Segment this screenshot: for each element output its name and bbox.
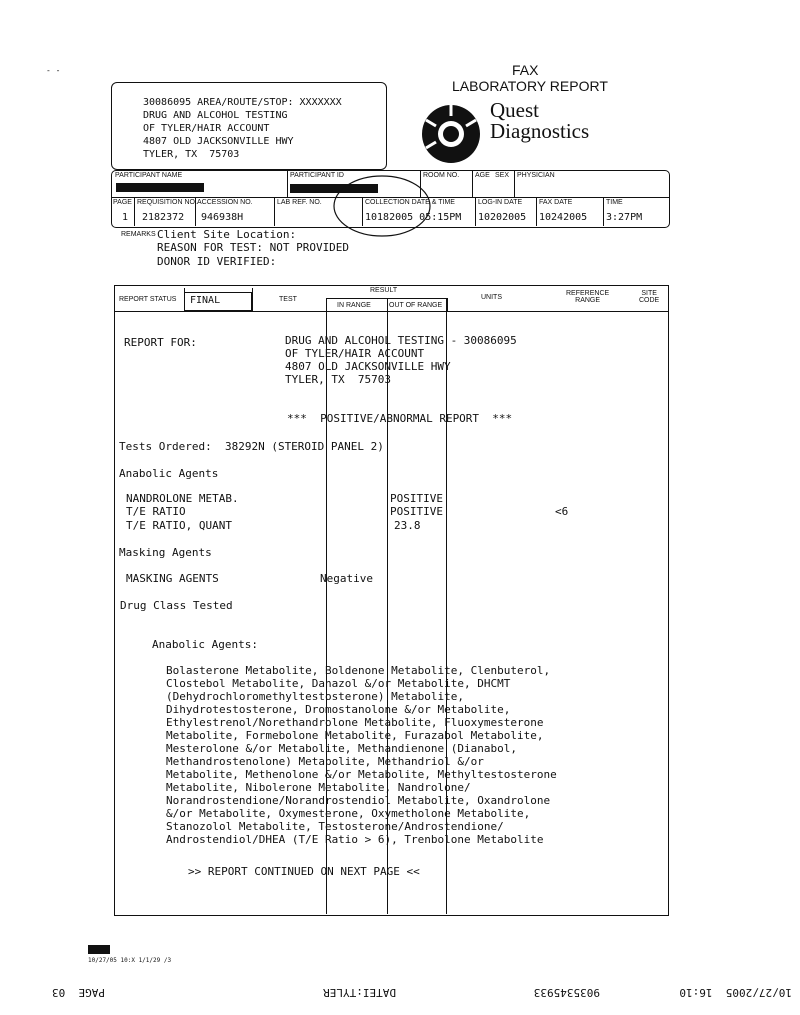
handdrawn-circle-icon	[330, 172, 435, 242]
drug-list-line: Metabolite, Nibolerone Metabolite, Nandrolone/	[166, 781, 471, 794]
drug-list-line: Clostebol Metabolite, Danazol &/or Metabolite, DHCMT	[166, 677, 511, 690]
drug-list-line: Androstendiol/DHEA (T/E Ratio > 6), Trenbolone Metabolite	[166, 833, 544, 846]
age-label: AGE	[475, 172, 490, 179]
drug-class-heading: Drug Class Tested	[120, 599, 233, 612]
top-mark: - -	[46, 66, 61, 75]
drug-list-line: Metabolite, Formebolone Metabolite, Furazabol Metabolite,	[166, 729, 544, 742]
requisition-value: 2182372	[142, 212, 185, 223]
page-label: PAGE	[113, 199, 132, 206]
masking-test: MASKING AGENTS	[126, 572, 219, 585]
time-label: TIME	[606, 199, 623, 206]
drug-list-line: Metabolite, Methenolone &/or Metabolite, Methyltestosterone	[166, 768, 557, 781]
result-header: RESULT	[370, 287, 398, 294]
remarks-label: REMARKS	[121, 231, 156, 238]
address-line-2: DRUG AND ALCOHOL TESTING	[143, 110, 288, 121]
drug-list-line: Norandrostendione/Norandrostendiol Metabolite, Oxandrolone	[166, 794, 551, 807]
drug-list-line: Dihydrotestosterone, Dromostanolone &/or Metabolite,	[166, 703, 511, 716]
redacted-name	[116, 183, 204, 192]
anabolic-subheading: Anabolic Agents:	[152, 638, 258, 651]
final-status: FINAL	[190, 295, 221, 306]
fax-date-label: FAX DATE	[539, 199, 573, 206]
result-out-2: POSITIVE	[390, 505, 443, 518]
tests-ordered: Tests Ordered: 38292N (STEROID PANEL 2)	[119, 440, 384, 453]
in-range-header: IN RANGE	[337, 302, 371, 309]
result-test-1: NANDROLONE METAB.	[126, 492, 239, 505]
fax-transmission-line	[0, 983, 800, 1001]
participant-name-label: PARTICIPANT NAME	[115, 172, 183, 179]
fax-line-phone: 9035345933	[533, 986, 600, 999]
masking-heading: Masking Agents	[119, 546, 212, 559]
login-value: 10202005	[478, 212, 527, 223]
remarks-line-3: DONOR ID VERIFIED:	[157, 255, 277, 268]
report-for-label: REPORT FOR:	[124, 336, 197, 349]
report-for-line-1: DRUG AND ALCOHOL TESTING - 30086095	[285, 334, 517, 347]
lab-ref-label: LAB REF. NO.	[277, 199, 322, 206]
remarks-line-2: REASON FOR TEST: NOT PROVIDED	[157, 241, 350, 254]
report-for-line-2: OF TYLER/HAIR ACCOUNT	[285, 347, 425, 360]
address-line-1: 30086095 AREA/ROUTE/STOP: XXXXXXX	[143, 97, 342, 108]
fax-date-value: 10242005	[539, 212, 588, 223]
room-label: ROOM NO.	[423, 172, 460, 179]
physician-label: PHYSICIAN	[517, 172, 555, 179]
requisition-label: REQUISITION NO.	[137, 199, 197, 206]
drug-list-line: Mesterolone &/or Metabolite, Methandienone (Dianabol,	[166, 742, 517, 755]
login-label: LOG-IN DATE	[478, 199, 523, 206]
result-out-3: 23.8	[394, 519, 421, 532]
drug-list-line: Methandrostenolone) Metabolite, Methandriol &/or	[166, 755, 484, 768]
site-code-header: SITE CODE	[639, 290, 660, 304]
continued-note: >> REPORT CONTINUED ON NEXT PAGE <<	[188, 865, 420, 878]
collection-value: 10182005 05:15PM	[365, 212, 462, 223]
participant-id-label: PARTICIPANT ID	[290, 172, 344, 179]
accession-label: ACCESSION NO.	[197, 199, 253, 206]
time-value: 3:27PM	[606, 212, 643, 223]
address-line-4: 4807 OLD JACKSONVILLE HWY	[143, 136, 294, 147]
anabolic-heading: Anabolic Agents	[119, 467, 219, 480]
result-out-1: POSITIVE	[390, 492, 443, 505]
report-for-line-4: TYLER, TX 75703	[285, 373, 391, 386]
accession-value: 946938H	[201, 212, 244, 223]
fax-line-page: PAGE 03	[52, 986, 105, 999]
address-line-3: OF TYLER/HAIR ACCOUNT	[143, 123, 270, 134]
brand-quest: Quest	[490, 98, 539, 122]
drug-list	[166, 664, 557, 846]
report-status-label: REPORT STATUS	[119, 296, 177, 303]
fax-line-sender: DATEI:TYLER	[323, 986, 396, 999]
masking-result: Negative	[320, 572, 373, 585]
positive-banner: *** POSITIVE/ABNORMAL REPORT ***	[287, 412, 513, 425]
drug-list-line: Stanozolol Metabolite, Testosterone/Androstendione/	[166, 820, 504, 833]
sex-label: SEX	[495, 172, 510, 179]
result-test-3: T/E RATIO, QUANT	[126, 519, 232, 532]
reference-range-header: REFERENCE RANGE	[566, 290, 610, 304]
drug-list-line: (Dehydrochloromethyltestosterone) Metabolite,	[166, 690, 465, 703]
brand-diagnostics: Diagnostics	[490, 119, 590, 143]
remarks-line-1: Client Site Location:	[157, 228, 297, 241]
fax-title: FAX	[512, 62, 539, 78]
result-test-2: T/E RATIO	[126, 505, 186, 518]
footer-stamp: 10/27/05 10:X 1/1/29 /3	[88, 957, 172, 964]
units-header: UNITS	[481, 294, 502, 301]
drug-list-line: Bolasterone Metabolite, Boldenone Metabolite, Clenbuterol,	[166, 664, 551, 677]
page-value: 1	[122, 212, 129, 223]
quest-logo-icon	[418, 102, 484, 166]
report-for-line-3: 4807 OLD JACKSONVILLE HWY	[285, 360, 451, 373]
test-header: TEST	[279, 296, 297, 303]
drug-list-line: &/or Metabolite, Oxymesterone, Oxymetholone Metabolite,	[166, 807, 531, 820]
address-line-5: TYLER, TX 75703	[143, 149, 240, 160]
collection-label: COLLECTION DATE & TIME	[365, 199, 455, 206]
result-ref-2: <6	[555, 505, 569, 518]
fax-line-datetime: 10/27/2005 16:10	[679, 986, 792, 999]
drug-list-line: Ethylestrenol/Norethandrolone Metabolite, Fluoxymesterone	[166, 716, 544, 729]
out-of-range-header: OUT OF RANGE	[389, 302, 443, 309]
lab-report-title: LABORATORY REPORT	[452, 78, 608, 94]
stamp-icon	[88, 945, 110, 954]
